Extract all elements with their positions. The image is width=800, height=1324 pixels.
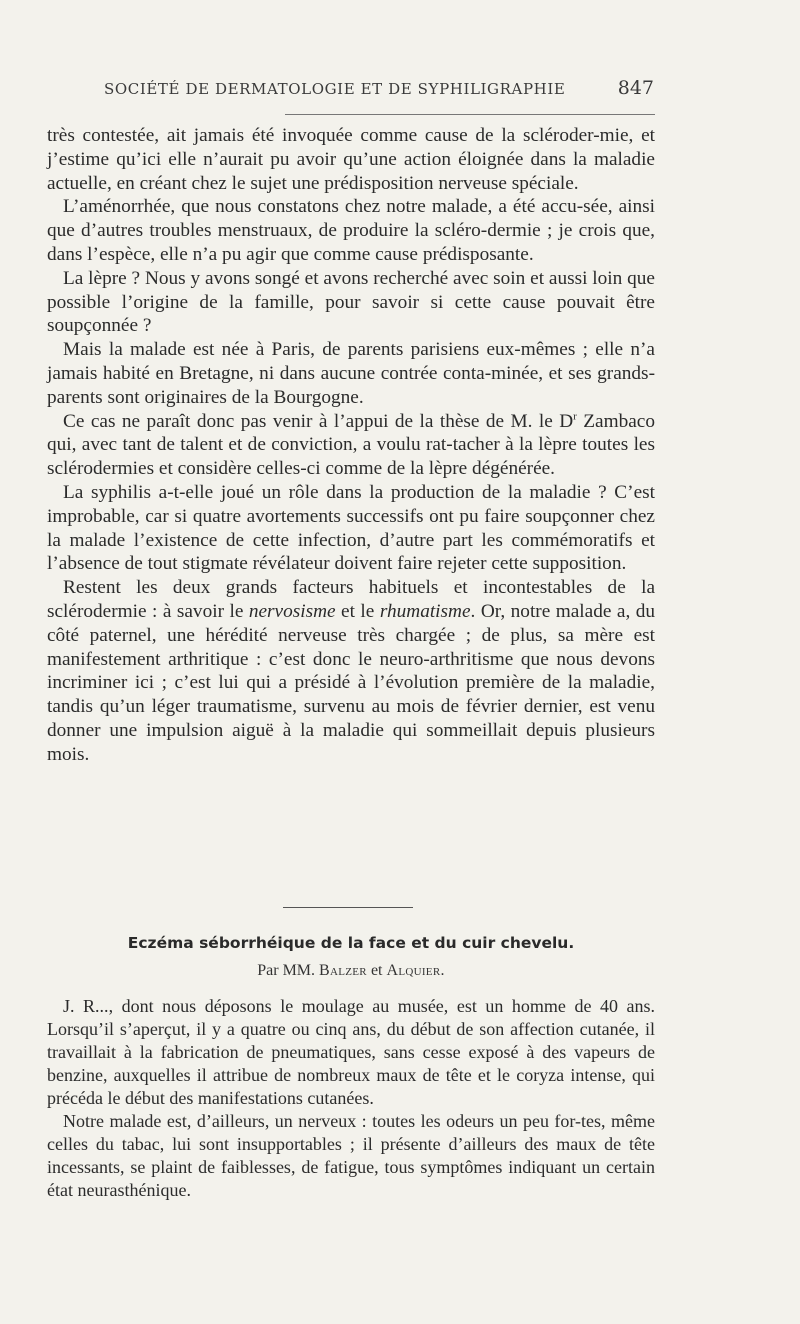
paragraph <box>47 410 655 481</box>
paragraph <box>47 576 655 766</box>
section-title: Eczéma séborrhéique de la face et du cuir chevelu. <box>127 934 575 952</box>
paragraph: La lèpre ? Nous y avons songé et avons recherché avec soin et aussi loin que possible l’origine de la famille, pour savoir si cette cause pouvait être soupçonnée ? <box>47 267 655 337</box>
author-name: Balzer <box>319 962 367 979</box>
superscript: r <box>573 410 577 423</box>
header-rule <box>285 114 655 115</box>
main-text <box>47 124 655 767</box>
paragraph <box>47 995 655 1110</box>
text-run: Ce cas ne paraît donc pas venir à l’appui de la thèse de M. le D <box>63 410 574 432</box>
page-number: 847 <box>617 77 654 99</box>
text-run: Restent les deux grands facteurs habituels et incontestables de la sclérodermie : à savoir le <box>47 577 655 622</box>
author-name: Alquier. <box>386 962 445 979</box>
text-run: et le <box>335 600 380 622</box>
running-title: SOCIÉTÉ DE DERMATOLOGIE ET DE SYPHILIGRAPHIE <box>104 80 566 98</box>
byline-and: et <box>366 962 387 979</box>
byline <box>47 962 655 980</box>
text-run: . Or, notre malade a, du côté paternel, une hérédité nerveuse très chargée ; de plus, sa mère est manifestement arthritique : c’est donc le neuro-arthritisme que nous devons incriminer ici ; c’est lui qui a présidé à l’évolution première de la maladie, tandis qu’un léger traumatisme, survenu au mois de février dernier, est venu donner une impulsion aiguë à la maladie qui sommeillait depuis plusieurs mois. <box>47 600 656 765</box>
italic-term: rhumatisme <box>379 600 471 622</box>
paragraph: L’aménorrhée, que nous constatons chez notre malade, a été accu-sée, ainsi que d’autres troubles menstruaux, de produire la scléro-dermie ; je crois que, dans l’espèce, elle n’a pu agir que comme cause prédisposante. <box>47 196 655 265</box>
paragraph: très contestée, ait jamais été invoquée comme cause de la scléroder-mie, et j’estime qu’ici elle n’aurait pu avoir qu’une action éloignée dans la maladie actuelle, en créant chez le sujet une prédisposition nerveuse spéciale. <box>47 125 655 194</box>
section-divider <box>283 907 413 908</box>
paragraph: Notre malade est, d’ailleurs, un nerveux : toutes les odeurs un peu for-tes, même celles du tabac, lui sont insupportables ; il présente d’ailleurs des maux de tête incessants, se plaint de faiblesses, de fatigue, tous symptômes indiquant un certain état neurasthénique. <box>47 1111 655 1200</box>
byline-prefix: Par MM. <box>257 962 320 979</box>
text-run: , dont nous déposons le moulage au musée, est un homme de 40 ans. Lorsqu’il s’aperçut, il y a quatre ou cinq ans, du début de son affection cutanée, il travaillait à la fabrication de pneumatiques, sans cesse exposé à des vapeurs de benzine, auxquelles il attribue de nombreux maux de tête et le coryza intense, qui précéda le début des manifestations cutanées. <box>47 996 656 1108</box>
paragraph: Mais la malade est née à Paris, de parents parisiens eux-mêmes ; elle n’a jamais habité en Bretagne, ni dans aucune contrée conta-minée, et ses grands-parents sont originaires de la Bourgogne. <box>47 339 655 408</box>
text-run: Zambaco qui, avec tant de talent et de conviction, a voulu rat-tacher à la lèpre toutes les sclérodermies et considère celles-ci comme de la lèpre dégénérée. <box>47 410 655 480</box>
paragraph: La syphilis a-t-elle joué un rôle dans la production de la maladie ? C’est improbable, car si quatre avortements successifs ont pu faire soupçonner chez la malade l’existence de cette infection, d’autre part les commémoratifs et l’absence de tout stigmate révélateur doivent faire rejeter cette supposition. <box>47 481 655 575</box>
italic-term: nervosisme <box>248 600 336 622</box>
section-text <box>47 995 655 1202</box>
page-header <box>104 78 654 102</box>
patient-initials: J. R... <box>63 996 109 1016</box>
